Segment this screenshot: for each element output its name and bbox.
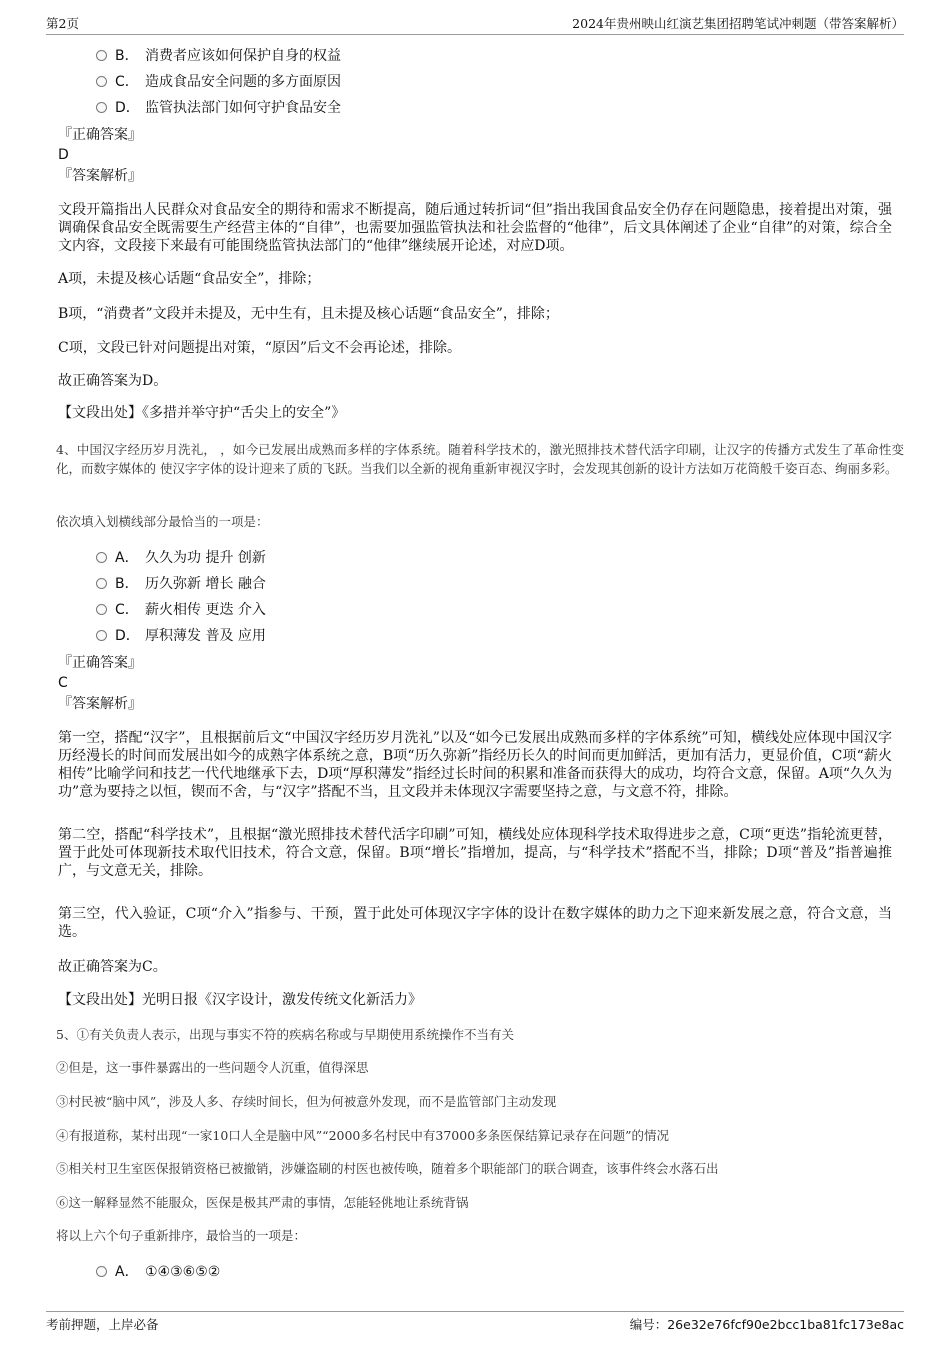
option-text: 历久弥新 增长 融合	[145, 576, 266, 592]
q5-sentence: ⑥这一解释显然不能服众，医保是极其严肃的事情，怎能轻佻地让系统背锅	[56, 1195, 469, 1210]
q4-answer-label: 『正确答案』	[58, 655, 142, 671]
footer-slogan: 考前押题，上岸必备	[46, 1317, 159, 1332]
q5-prompt: 将以上六个句子重新排序，最恰当的一项是：	[56, 1228, 307, 1243]
option-text: 薪火相传 更迭 介入	[145, 602, 266, 618]
q4-stem: 4、中国汉字经历岁月洗礼， ，如今已发展出成熟而多样的字体系统。随着科学技术的，激光照排技术替代活字印刷，让汉字的传播方式发生了革命性变化，而数字媒体的 使汉字字体的设计迎来了质的飞跃。当我们以全新的视角重新审视汉字时，会发现其创新的设计方法如万花筒般千姿百态、绚丽多彩。	[56, 442, 904, 476]
q3-analysis-label: 『答案解析』	[58, 168, 142, 184]
option-text: 久久为功 提升 创新	[145, 550, 266, 566]
radio-icon[interactable]	[96, 102, 107, 113]
document-title: 2024年贵州映山红演艺集团招聘笔试冲刺题（带答案解析）	[572, 16, 904, 31]
q4-option-b[interactable]: B． 历久弥新 增长 融合	[96, 574, 266, 594]
q3-analysis-paragraph: A项，未提及核心话题“食品安全”，排除；	[58, 271, 321, 287]
q3-answer: D	[58, 147, 69, 163]
radio-icon[interactable]	[96, 76, 107, 87]
code-label: 编号：	[629, 1317, 668, 1332]
q5-sentence: 5、①有关负责人表示，出现与事实不符的疾病名称或与早期使用系统操作不当有关	[56, 1027, 514, 1042]
q3-analysis-paragraph: 故正确答案为D。	[58, 373, 168, 389]
q3-answer-label: 『正确答案』	[58, 127, 142, 143]
option-text: 厚积薄发 普及 应用	[145, 628, 266, 644]
q4-analysis-label: 『答案解析』	[58, 696, 142, 712]
radio-icon[interactable]	[96, 1266, 107, 1277]
q4-option-d[interactable]: D． 厚积薄发 普及 应用	[96, 626, 266, 646]
q3-option-c[interactable]: C． 造成食品安全问题的多方面原因	[96, 72, 341, 92]
q3-analysis-paragraph: C项，文段已针对问题提出对策，“原因”后文不会再论述，排除。	[58, 340, 462, 356]
radio-icon[interactable]	[96, 50, 107, 61]
option-text: 消费者应该如何保护自身的权益	[145, 48, 341, 64]
document-code	[630, 1315, 904, 1333]
option-text: ①④③⑥⑤②	[145, 1264, 221, 1280]
page-header	[46, 12, 904, 35]
q5-sentence: ⑤相关村卫生室医保报销资格已被撤销，涉嫌盗刷的村医也被传唤，随着多个职能部门的联合调查，该事件终会水落石出	[56, 1161, 719, 1176]
q4-prompt: 依次填入划横线部分最恰当的一项是：	[56, 514, 269, 529]
q4-option-c[interactable]: C． 薪火相传 更迭 介入	[96, 600, 266, 620]
q4-analysis-paragraph: 第三空，代入验证，C项“介入”指参与、干预，置于此处可体现汉字字体的设计在数字媒体的助力之下迎来新发展之意，符合文意，当选。	[58, 906, 892, 940]
q4-analysis-paragraph: 故正确答案为C。	[58, 959, 167, 975]
code-value: 26e32e76fcf90e2bcc1ba81fc173e8ac	[667, 1317, 904, 1332]
radio-icon[interactable]	[96, 578, 107, 589]
q5-sentence: ③村民被“脑中风”，涉及人多、存续时间长，但为何被意外发现，而不是监管部门主动发现	[56, 1094, 557, 1109]
q3-analysis-paragraph: 文段开篇指出人民群众对食品安全的期待和需求不断提高，随后通过转折词“但”指出我国食品安全仍存在问题隐患，接着提出对策，强调确保食品安全既需要生产经营主体的“自律”，也需要加强监管执法和社会监督的“他律”，后文具体阐述了企业“自律”的对策，综合全文内容，文段接下来最有可能围绕监管执法部门的“他律”继续展开论述，对应D项。	[58, 202, 892, 254]
q3-analysis-paragraph: B项，“消费者”文段并未提及，无中生有，且未提及核心话题“食品安全”，排除；	[58, 306, 559, 322]
q5-sentence: ④有报道称，某村出现“一家10口人全是脑中风”“2000多名村民中有37000多条医保结算记录存在问题”的情况	[56, 1128, 670, 1143]
q4-analysis-paragraph: 第二空，搭配“科学技术”，且根据“激光照排技术替代活字印刷”可知，横线处应体现科学技术取得进步之意，C项“更迭”指轮流更替，置于此处可体现新技术取代旧技术，符合文意，保留。B项“增长”指增加，提高，与“科学技术”搭配不当，排除；D项“普及”指普遍推广，与文意无关，排除。	[58, 827, 892, 879]
q5-option-a[interactable]: A． ①④③⑥⑤②	[96, 1262, 220, 1282]
q4-answer: C	[58, 675, 68, 691]
q3-option-b[interactable]: B． 消费者应该如何保护自身的权益	[96, 46, 341, 66]
q4-option-a[interactable]: A． 久久为功 提升 创新	[96, 548, 266, 568]
option-text: 造成食品安全问题的多方面原因	[145, 74, 341, 90]
page-footer	[46, 1311, 904, 1334]
q3-source: 【文段出处】《多措并举守护“舌尖上的安全”》	[58, 405, 346, 421]
q3-option-d[interactable]: D． 监管执法部门如何守护食品安全	[96, 98, 341, 118]
radio-icon[interactable]	[96, 552, 107, 563]
q5-sentence: ②但是，这一事件暴露出的一些问题令人沉重，值得深思	[56, 1060, 369, 1075]
radio-icon[interactable]	[96, 630, 107, 641]
q4-analysis-paragraph: 第一空，搭配“汉字”，且根据前后文“中国汉字经历岁月洗礼”以及“如今已发展出成熟而多样的字体系统”可知，横线处应体现中国汉字历经漫长的时间而发展出如今的成熟字体系统之意，B项“历久弥新”指经历长久的时间而更加鲜活，更加有活力，更显价值，C项“薪火相传”比喻学问和技艺一代代地继承下去，D项“厚积薄发”指经过长时间的积累和准备而获得大的成功，均符合文意，保留。A项“久久为功”意为要持之以恒，锲而不舍，与“汉字”搭配不当，且文段并未体现汉字需要坚持之意，与文意不符，排除。	[58, 730, 892, 800]
q4-source: 【文段出处】光明日报《汉字设计，激发传统文化新活力》	[58, 992, 422, 1008]
radio-icon[interactable]	[96, 604, 107, 615]
page-number: 第2页	[46, 16, 79, 31]
option-text: 监管执法部门如何守护食品安全	[145, 100, 341, 116]
